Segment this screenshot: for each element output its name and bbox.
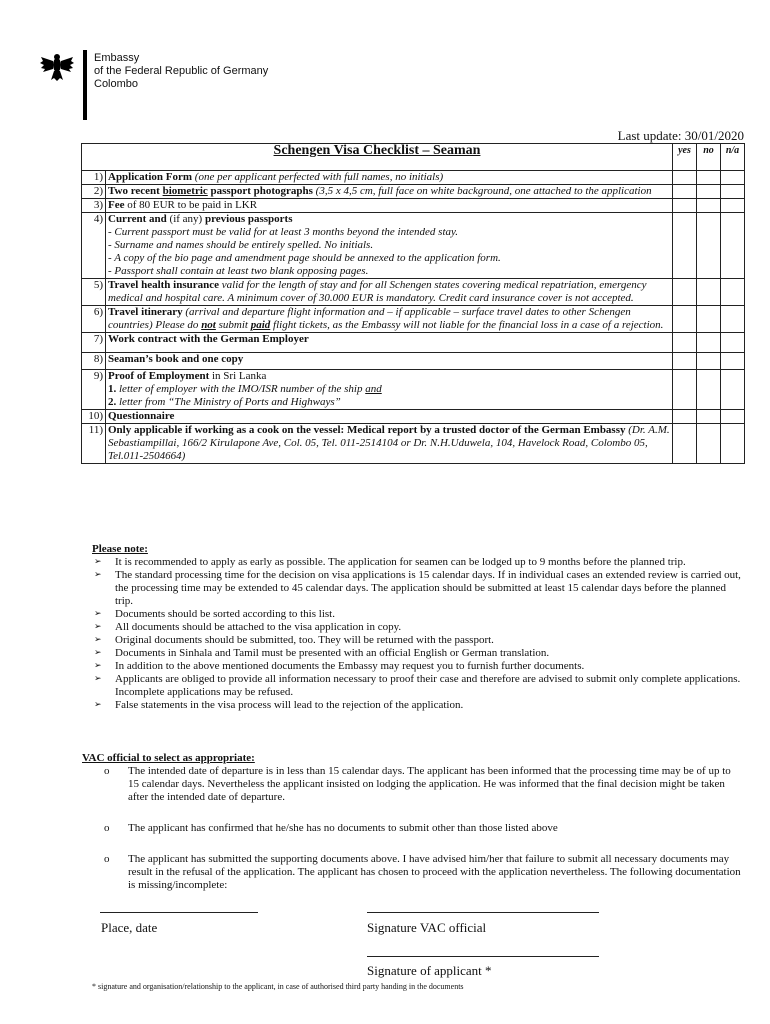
table-row: 2) Two recent biometric passport photographs (3,5 x 4,5 cm, full face on white background, one attached to the application xyxy=(82,185,745,199)
checkbox-no[interactable] xyxy=(697,370,721,410)
col-no: no xyxy=(697,144,721,171)
arrow-bullet-icon: ➢ xyxy=(94,609,102,619)
checkbox-no[interactable] xyxy=(697,424,721,464)
vac-signature-label: Signature VAC official xyxy=(367,920,487,935)
checkbox-na[interactable] xyxy=(721,213,745,279)
table-row: 9) Proof of Employment in Sri Lanka 1. letter of employer with the IMO/ISR number of the ship and 2. letter from “The Ministry of Ports and Highways” xyxy=(82,370,745,410)
list-item: ➢ All documents should be attached to the visa application in copy. xyxy=(94,621,402,633)
table-row: 5) Travel health insurance valid for the length of stay and for all Schengen states covering medical repatriation, emergency medical and hospital care. A minimum cover of 30.000 EUR is mandatory. Credit card insurance cover is not accepted. xyxy=(82,279,745,306)
checkbox-yes[interactable] xyxy=(673,424,697,464)
last-update: Last update: 30/01/2020 xyxy=(617,128,744,143)
vac-section xyxy=(82,752,742,892)
checkbox-yes[interactable] xyxy=(673,213,697,279)
arrow-bullet-icon: ➢ xyxy=(94,648,102,658)
vac-option-2[interactable]: o The applicant has confirmed that he/she has no documents to submit other than those listed above xyxy=(104,822,558,834)
option-circle-icon: o xyxy=(104,853,110,865)
checkbox-no[interactable] xyxy=(697,353,721,370)
list-item: ➢ In addition to the above mentioned documents the Embassy may request you to furnish further documents. xyxy=(94,660,585,672)
vac-option-3[interactable]: o The applicant has submitted the supporting documents above. I have advised him/her that failure to submit all necessary documents may result in the refusal of the application. The applicant has chosen to proceed with the application nevertheless. The following documentation is missing/incomplete: xyxy=(104,853,741,891)
footnote: * signature and organisation/relationship to the applicant, in case of authorised third party handing in the documents xyxy=(92,982,464,991)
list-item: ➢ Original documents should be submitted, too. They will be returned with the passport. xyxy=(94,634,494,646)
checkbox-na[interactable] xyxy=(721,199,745,213)
table-row: 1) Application Form (one per applicant perfected with full names, no initials) xyxy=(82,171,745,185)
checkbox-na[interactable] xyxy=(721,410,745,424)
option-circle-icon: o xyxy=(104,822,110,834)
checkbox-yes[interactable] xyxy=(673,199,697,213)
header-bar xyxy=(83,50,87,120)
arrow-bullet-icon: ➢ xyxy=(94,661,102,671)
table-row: 7) Work contract with the German Employer xyxy=(82,333,745,353)
list-item: ➢ Documents should be sorted according to this list. xyxy=(94,608,335,620)
notes-title: Please note: xyxy=(92,543,148,555)
table-row: 3) Fee of 80 EUR to be paid in LKR xyxy=(82,199,745,213)
table-header-row xyxy=(82,144,745,171)
list-item: ➢ Documents in Sinhala and Tamil must be presented with an official English or German translation. xyxy=(94,647,550,659)
table-row: 10) Questionnaire xyxy=(82,410,745,424)
checkbox-no[interactable] xyxy=(697,213,721,279)
arrow-bullet-icon: ➢ xyxy=(94,570,102,580)
checkbox-no[interactable] xyxy=(697,199,721,213)
col-na: n/a xyxy=(721,144,745,171)
checklist-table xyxy=(81,143,745,464)
notes-list xyxy=(92,556,742,712)
vac-title: VAC official to select as appropriate: xyxy=(82,752,255,764)
list-item: ➢ The standard processing time for the decision on visa applications is 15 calendar days. If in individual cases an extended review is carried out, the processing time may be extended to 45 calendar days. The application should be submitted at least 15 calendar days before the planned trip. xyxy=(94,569,741,607)
arrow-bullet-icon: ➢ xyxy=(94,674,102,684)
place-date-line[interactable] xyxy=(100,912,258,913)
table-row: 8) Seaman’s book and one copy xyxy=(82,353,745,370)
checkbox-no[interactable] xyxy=(697,410,721,424)
checkbox-yes[interactable] xyxy=(673,306,697,333)
checkbox-na[interactable] xyxy=(721,424,745,464)
checkbox-no[interactable] xyxy=(697,171,721,185)
list-item: ➢ False statements in the visa process will lead to the rejection of the application. xyxy=(94,699,464,711)
checkbox-yes[interactable] xyxy=(673,171,697,185)
checkbox-yes[interactable] xyxy=(673,333,697,353)
vac-signature-line[interactable] xyxy=(367,912,599,913)
checkbox-na[interactable] xyxy=(721,353,745,370)
checkbox-no[interactable] xyxy=(697,279,721,306)
col-yes: yes xyxy=(673,144,697,171)
notes-section xyxy=(92,543,742,712)
list-item: ➢ Applicants are obliged to provide all information necessary to proof their case and therefore are advised to submit only complete applications. Incomplete applications may be refused. xyxy=(94,673,741,698)
checkbox-na[interactable] xyxy=(721,370,745,410)
vac-option-1[interactable]: o The intended date of departure is in less than 15 calendar days. The applicant has been informed that the processing time may be of up to 15 calendar days. Nevertheless the applicant insisted on lodging the application. He was informed that the final decision might be taken after the intended date of departure. xyxy=(104,765,731,803)
embassy-name: Embassy of the Federal Republic of Germany Colombo xyxy=(94,52,269,90)
checkbox-no[interactable] xyxy=(697,333,721,353)
checkbox-na[interactable] xyxy=(721,306,745,333)
place-date-label: Place, date xyxy=(101,920,158,935)
applicant-signature-label: Signature of applicant * xyxy=(367,963,492,978)
table-row: 4) Current and (if any) previous passports - Current passport must be valid for at least 3 months beyond the intended stay. - Surname and names should be entirely spelled. No initials. - A copy of the bio page and amendment page should be annexed to the application form. - Passport shall contain at least two blank opposing pages. xyxy=(82,213,745,279)
checkbox-yes[interactable] xyxy=(673,279,697,306)
arrow-bullet-icon: ➢ xyxy=(94,622,102,632)
checkbox-na[interactable] xyxy=(721,279,745,306)
table-row: 6) Travel itinerary (arrival and departure flight information and – if applicable – surface travel dates to other Schengen countries) Please do not submit paid flight tickets, as the Embassy will not liable for the financial loss in a case of a rejection. xyxy=(82,306,745,333)
checkbox-na[interactable] xyxy=(721,171,745,185)
applicant-signature-line[interactable] xyxy=(367,956,599,957)
checkbox-yes[interactable] xyxy=(673,353,697,370)
table-row: 11) Only applicable if working as a cook on the vessel: Medical report by a trusted doctor of the German Embassy (Dr. A.M. Sebastiampillai, 166/2 Kirulapone Ave, Col. 05, Tel. 011-2514104 or Dr. N.H.Uduwela, 104, Havelock Road, Colombo 05, Tel.011-2504664) xyxy=(82,424,745,464)
arrow-bullet-icon: ➢ xyxy=(94,635,102,645)
checkbox-yes[interactable] xyxy=(673,370,697,410)
checklist-title: Schengen Visa Checklist – Seaman xyxy=(82,144,673,171)
list-item: ➢ It is recommended to apply as early as possible. The application for seamen can be lodged up to 9 months before the planned trip. xyxy=(94,556,686,568)
checkbox-na[interactable] xyxy=(721,333,745,353)
checkbox-yes[interactable] xyxy=(673,410,697,424)
arrow-bullet-icon: ➢ xyxy=(94,700,102,710)
option-circle-icon: o xyxy=(104,765,110,777)
checkbox-no[interactable] xyxy=(697,306,721,333)
federal-eagle-icon xyxy=(40,52,74,82)
checkbox-no[interactable] xyxy=(697,185,721,199)
checkbox-yes[interactable] xyxy=(673,185,697,199)
arrow-bullet-icon: ➢ xyxy=(94,557,102,567)
checkbox-na[interactable] xyxy=(721,185,745,199)
